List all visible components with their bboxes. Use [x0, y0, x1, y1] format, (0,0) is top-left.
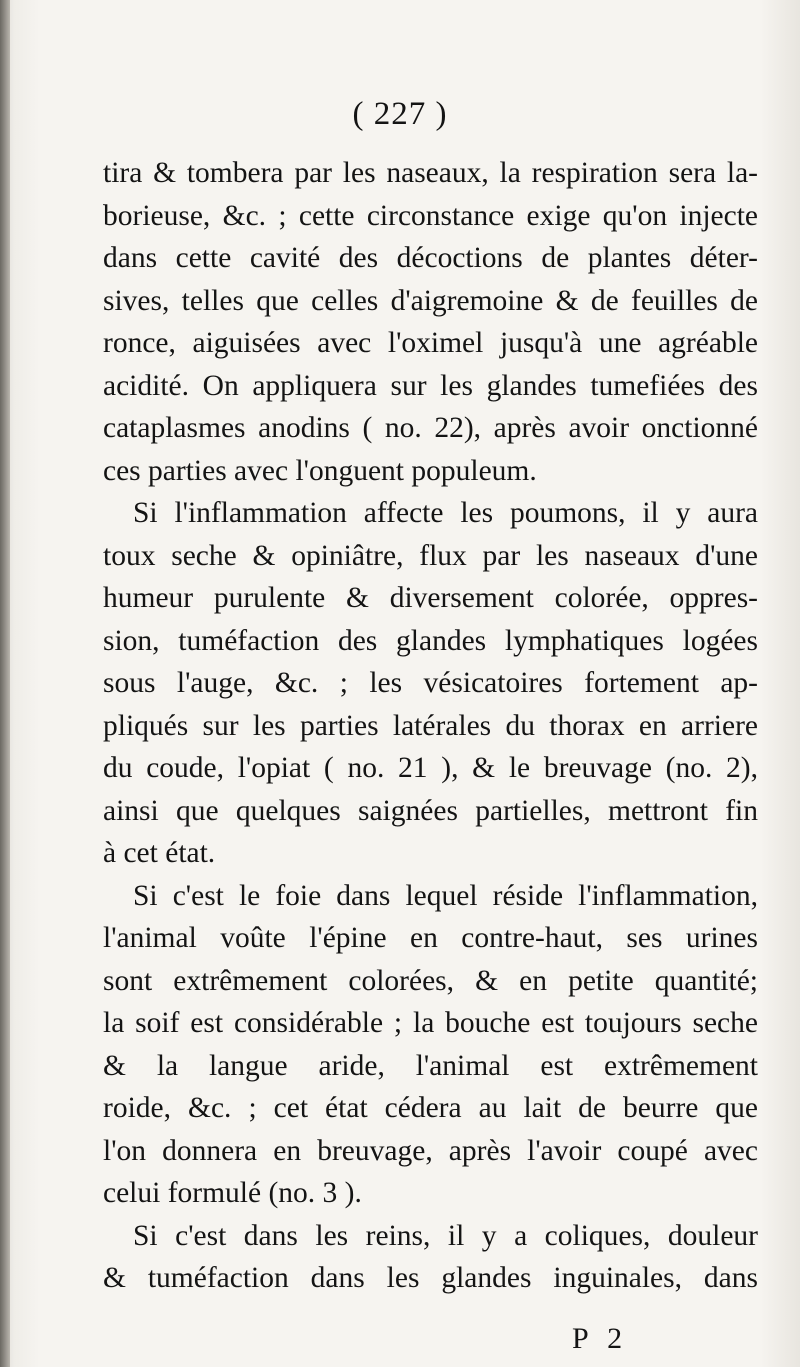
- text-line: roide, &c. ; cet état cédera au lait de beurre que: [103, 1092, 758, 1124]
- text-line: l'on donnera en breuvage, après l'avoir coupé avec: [103, 1134, 758, 1167]
- text-line: l'animal voûte l'épine en contre-haut, ses urines: [103, 922, 758, 954]
- text-line: sion, tuméfaction des glandes lymphatiques logées: [103, 624, 758, 657]
- text-line: sont extrêmement colorées, & en petite quantité;: [103, 964, 758, 997]
- text-line: borieuse, &c. ; cette circonstance exige qu'on injecte: [103, 199, 758, 232]
- text-line: Si c'est dans les reins, il y a coliques, douleur: [133, 1219, 758, 1252]
- text-line: cataplasmes anodins ( no. 22), après avoir onctionné: [103, 412, 758, 444]
- text-line: ronce, aiguisées avec l'oximel jusqu'à une agréable: [103, 327, 758, 359]
- text-line: pliqués sur les parties latérales du thorax en arriere: [103, 709, 758, 742]
- text-line: tira & tombera par les naseaux, la respiration sera la-: [103, 157, 758, 189]
- text-line: & la langue aride, l'animal est extrêmement: [103, 1049, 758, 1082]
- text-line: Si c'est le foie dans lequel réside l'inflammation,: [133, 879, 758, 912]
- text-line: & tuméfaction dans les glandes inguinales, dans: [103, 1262, 758, 1294]
- text-line: sives, telles que celles d'aigremoine & de feuilles de: [103, 284, 758, 317]
- signature-mark: P 2: [572, 1322, 629, 1355]
- text-line: Si l'inflammation affecte les poumons, il y aura: [133, 497, 758, 529]
- text-line: ces parties avec l'onguent populeum.: [103, 454, 537, 487]
- page-binding-shadow: [0, 0, 10, 1367]
- text-line: sous l'auge, &c. ; les vésicatoires fortement ap-: [103, 667, 758, 699]
- text-line: acidité. On appliquera sur les glandes tumefiées des: [103, 369, 758, 402]
- text-line: humeur purulente & diversement colorée, oppres-: [103, 582, 758, 614]
- body-text: [103, 152, 758, 1300]
- text-line: ainsi que quelques saignées partielles, mettront fin: [103, 794, 758, 827]
- text-line: la soif est considérable ; la bouche est toujours seche: [103, 1007, 758, 1039]
- text-line: toux seche & opiniâtre, flux par les naseaux d'une: [103, 539, 758, 572]
- page-number: ( 227 ): [352, 96, 448, 132]
- text-line: dans cette cavité des décoctions de plantes déter-: [103, 242, 758, 274]
- text-line: celui formulé (no. 3 ).: [103, 1177, 362, 1209]
- text-line: à cet état.: [103, 837, 216, 869]
- text-line: du coude, l'opiat ( no. 21 ), & le breuvage (no. 2),: [103, 752, 758, 784]
